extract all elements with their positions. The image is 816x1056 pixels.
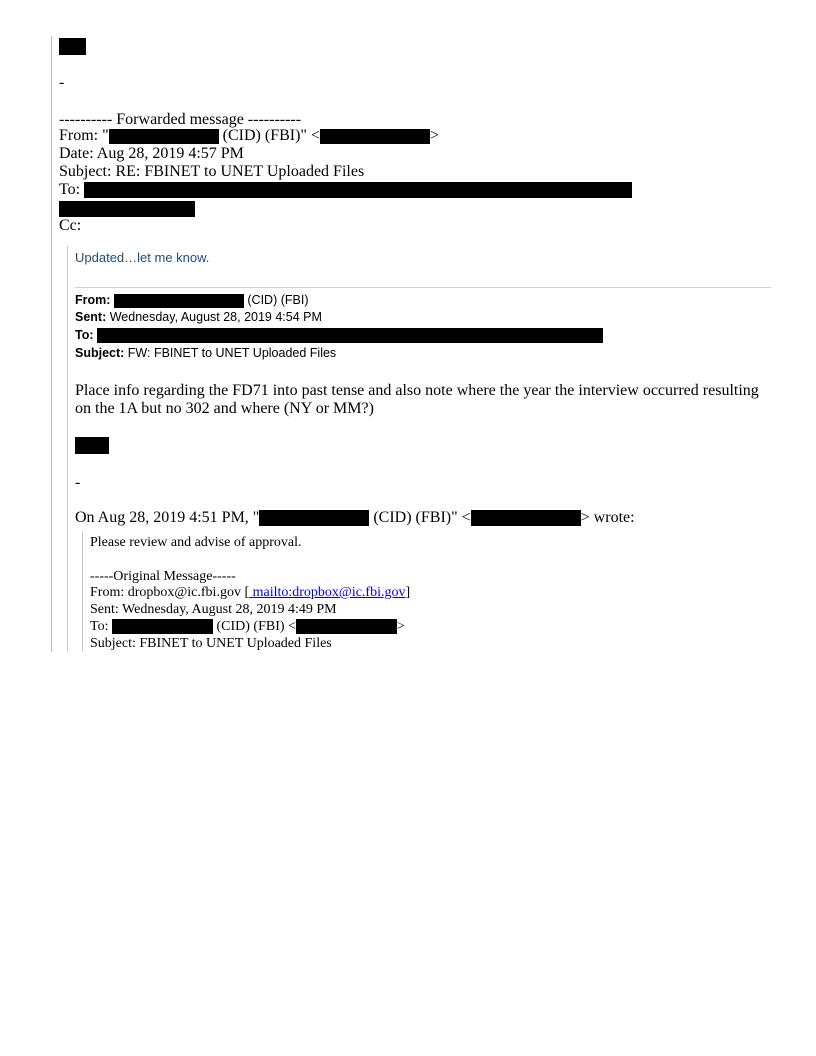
redaction xyxy=(84,182,632,198)
reply-subject xyxy=(75,345,336,361)
reply-body: Updated…let me know. xyxy=(75,250,210,265)
from-prefix: From: " xyxy=(59,127,109,144)
separator-dash: - xyxy=(59,74,65,91)
quote-bar-outer xyxy=(51,36,52,652)
separator-dash-2: - xyxy=(75,474,81,491)
quoted-subject: Subject: FBINET to UNET Uploaded Files xyxy=(90,636,332,651)
redaction xyxy=(109,129,219,144)
redaction xyxy=(112,619,213,634)
to-prefix: To: xyxy=(90,619,112,634)
quoted-to xyxy=(90,618,405,635)
quoted-body: Please review and advise of approval. xyxy=(90,535,302,550)
reply-sent xyxy=(75,309,322,325)
from-end: > xyxy=(429,127,440,144)
redaction-signature xyxy=(75,436,109,454)
mailto-link[interactable]: mailto:dropbox@ic.fbi.gov xyxy=(249,585,406,600)
from-mid: (CID) (FBI)" < xyxy=(218,127,320,144)
original-message-header: -----Original Message----- xyxy=(90,569,236,584)
reply-instruction-body: Place info regarding the FD71 into past tense and also note where the year the interview occurred resulting on the 1A but no 302 and where (NY or MM?) xyxy=(75,382,759,417)
reply-to xyxy=(75,327,603,343)
redaction xyxy=(97,328,603,343)
to-label: To: xyxy=(75,328,94,342)
forwarded-to xyxy=(59,181,632,199)
redaction xyxy=(471,510,581,526)
on-prefix: On Aug 28, 2019 4:51 PM, " xyxy=(75,509,260,526)
from-prefix: From: dropbox@ic.fbi.gov [ xyxy=(90,585,250,600)
quoted-from xyxy=(90,584,410,601)
divider xyxy=(75,287,771,288)
subject-label: Subject: xyxy=(75,346,125,360)
sent-label: Sent: xyxy=(75,310,107,324)
quote-bar-inner xyxy=(82,531,83,652)
redaction xyxy=(296,619,397,634)
from-end: ] xyxy=(405,585,411,600)
forwarded-subject: Subject: RE: FBINET to UNET Uploaded Files xyxy=(59,163,365,180)
forwarded-cc: Cc: xyxy=(59,217,82,234)
forwarded-header: ---------- Forwarded message ---------- xyxy=(59,111,302,128)
forwarded-from xyxy=(59,127,439,145)
sent-value: Wednesday, August 28, 2019 4:54 PM xyxy=(106,310,322,324)
to-end: > xyxy=(396,619,405,634)
to-label: To: xyxy=(59,181,85,198)
from-suffix: (CID) (FBI) xyxy=(243,293,309,307)
quote-bar-reply xyxy=(67,246,68,652)
subject-value: FW: FBINET to UNET Uploaded Files xyxy=(124,346,337,360)
forwarded-date: Date: Aug 28, 2019 4:57 PM xyxy=(59,145,244,162)
reply-from xyxy=(75,292,308,308)
redaction xyxy=(259,510,369,526)
redaction-to-continued xyxy=(59,200,195,218)
redaction xyxy=(114,294,244,308)
redaction-top xyxy=(59,37,86,55)
from-label: From: xyxy=(75,293,111,307)
on-wrote-line xyxy=(75,509,635,527)
on-mid: (CID) (FBI)" < xyxy=(369,509,471,526)
quoted-sent: Sent: Wednesday, August 28, 2019 4:49 PM xyxy=(90,602,337,617)
to-mid: (CID) (FBI) < xyxy=(212,619,296,634)
redaction xyxy=(320,129,430,144)
on-end: > wrote: xyxy=(580,509,635,526)
